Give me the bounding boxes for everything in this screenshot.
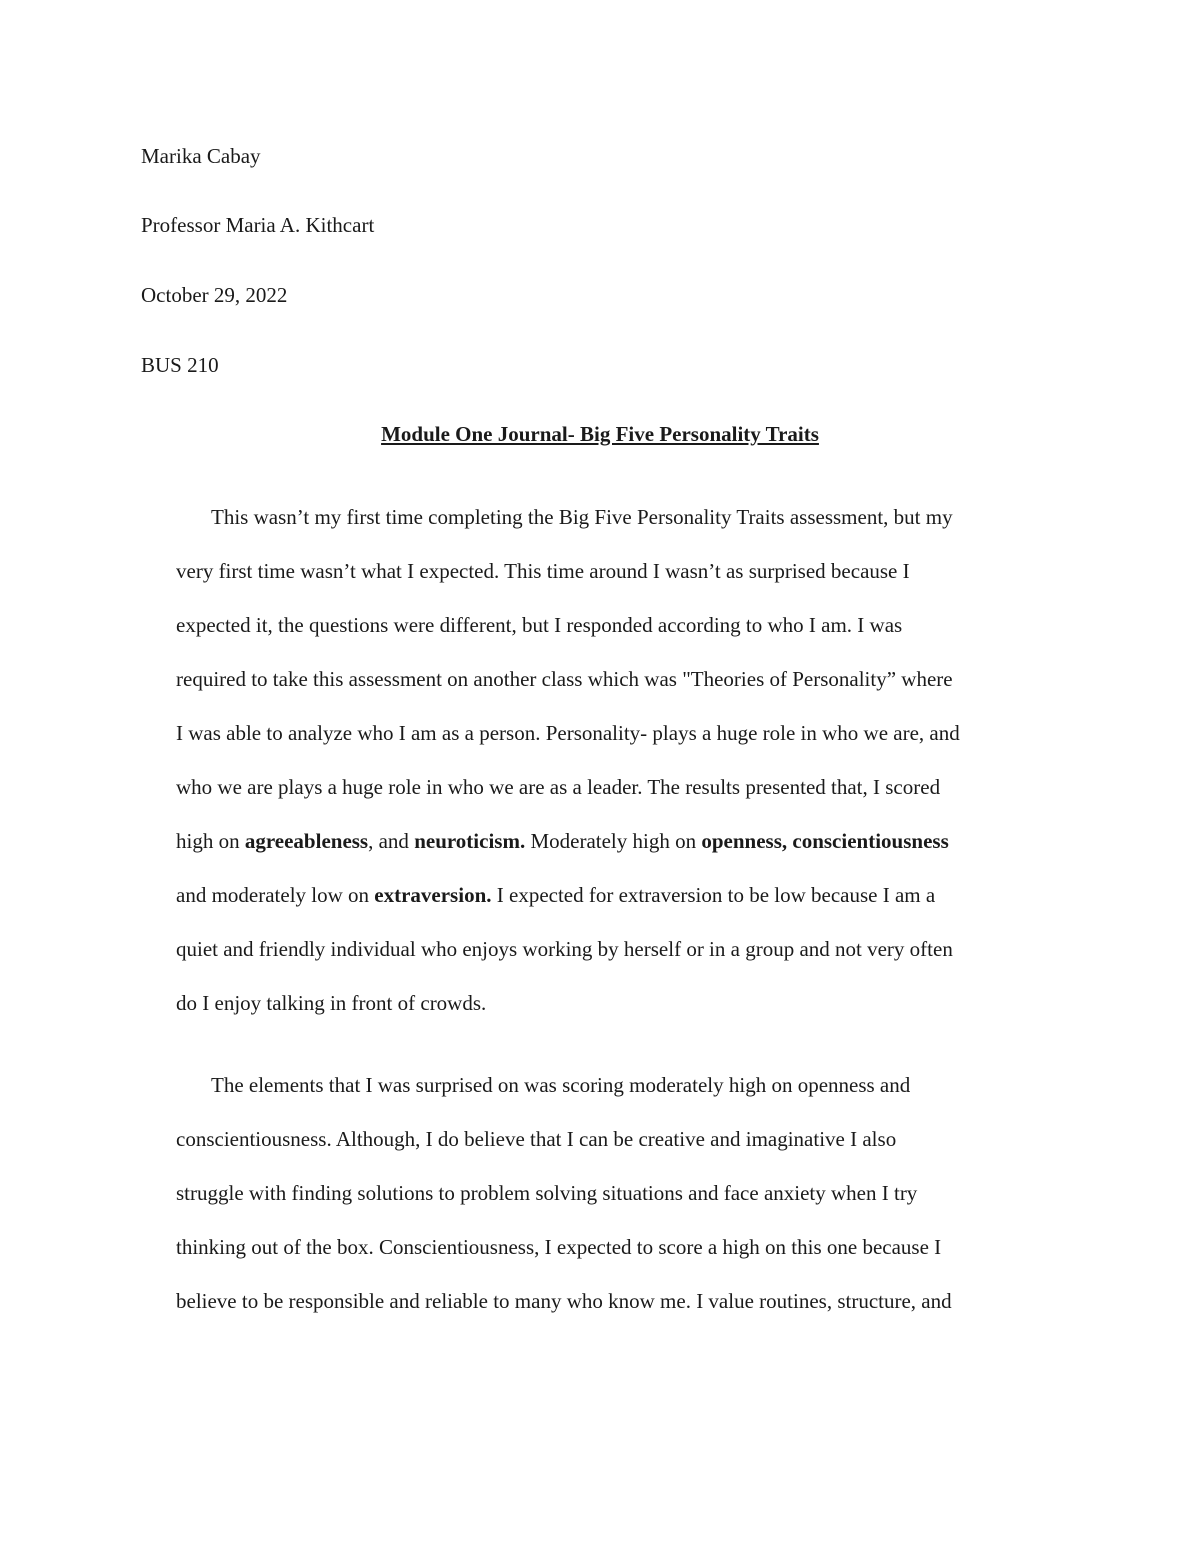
author-name: Marika Cabay (141, 144, 261, 168)
paragraph-line: required to take this assessment on another class which was "Theories of Personality” where (176, 667, 953, 691)
paragraph-line: conscientiousness. Although, I do believe that I can be creative and imaginative I also (176, 1127, 897, 1151)
paragraph-line: do I enjoy talking in front of crowds. (176, 991, 487, 1015)
line-text: and moderately low on (176, 883, 375, 907)
bold-trait-openness-conscientiousness: openness, conscientiousness (701, 829, 949, 853)
paragraph-2 (176, 1072, 1056, 1342)
document-title: Module One Journal- Big Five Personality Traits (381, 422, 819, 446)
paragraph-line: very first time wasn’t what I expected. This time around I wasn’t as surprised because I (176, 559, 910, 583)
paragraph-line (176, 882, 1056, 936)
paragraph-line: I was able to analyze who I am as a person. Personality- plays a huge role in who we are, and (176, 721, 960, 745)
bold-trait-agreeableness: agreeableness (244, 829, 369, 853)
paragraph-line: believe to be responsible and reliable to many who know me. I value routines, structure, and (176, 1289, 952, 1313)
bold-trait-extraversion: extraversion. (374, 883, 492, 907)
paragraph-line: The elements that I was surprised on was scoring moderately high on openness and (211, 1073, 911, 1097)
professor-name: Professor Maria A. Kithcart (141, 213, 375, 237)
document-date: October 29, 2022 (141, 283, 288, 307)
line-text: high on (176, 829, 245, 853)
paragraph-line: who we are plays a huge role in who we are as a leader. The results presented that, I scored (176, 775, 941, 799)
paragraph-line (176, 828, 1056, 882)
line-text: Moderately high on (525, 829, 702, 853)
paragraph-1 (176, 504, 1056, 1044)
paragraph-line: struggle with finding solutions to problem solving situations and face anxiety when I try (176, 1181, 918, 1205)
line-text: , and (368, 829, 415, 853)
paragraph-line: quiet and friendly individual who enjoys working by herself or in a group and not very often (176, 937, 953, 961)
paragraph-line: expected it, the questions were different, but I responded according to who I am. I was (176, 613, 903, 637)
paragraph-line: This wasn’t my first time completing the Big Five Personality Traits assessment, but my (211, 505, 953, 529)
line-text: I expected for extraversion to be low because I am a (491, 883, 936, 907)
course-code: BUS 210 (141, 353, 219, 377)
bold-trait-neuroticism: neuroticism. (414, 829, 526, 853)
paragraph-line: thinking out of the box. Conscientiousness, I expected to score a high on this one because I (176, 1235, 942, 1259)
